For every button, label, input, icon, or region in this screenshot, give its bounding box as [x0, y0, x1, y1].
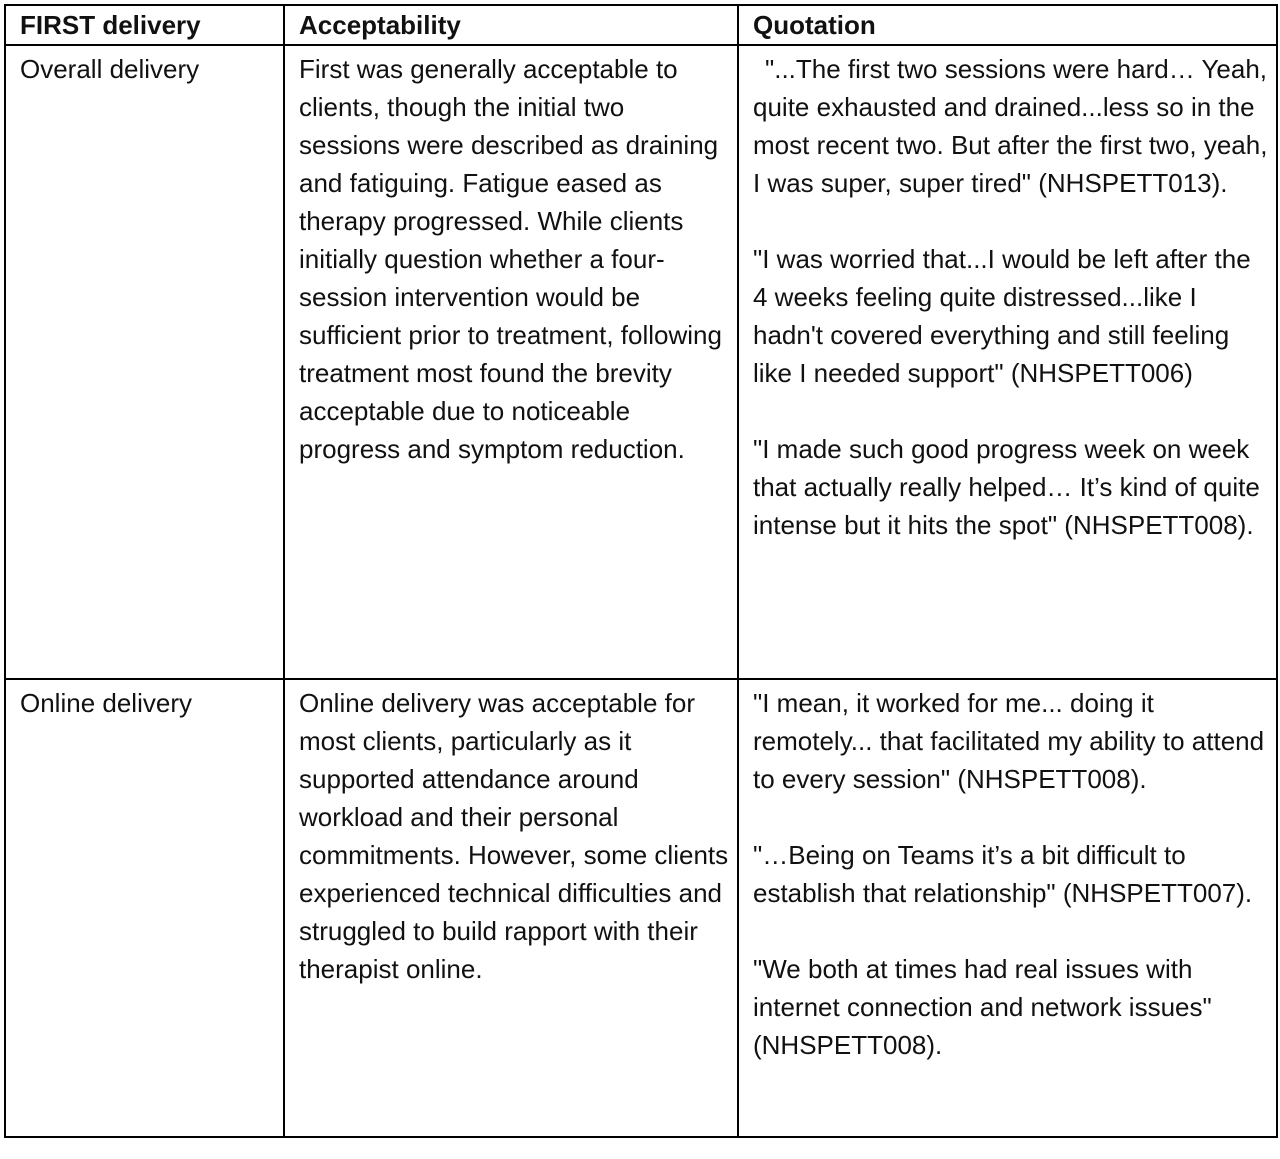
header-acceptability: Acceptability: [284, 5, 738, 45]
quotation: "I made such good progress week on week that actually really helped… It’s kind of quite intense but it hits the spot" (NHSPETT008).: [753, 434, 1260, 540]
quotation: "I mean, it worked for me... doing it remotely... that facilitated my ability to attend to every session" (NHSPETT008).: [753, 688, 1265, 794]
header-first-delivery: FIRST delivery: [5, 5, 284, 45]
row-acceptability: Online delivery was acceptable for most clients, particularly as it supported attendance around workload and their personal commitments. However, some clients experienced technical difficulties and struggled to build rapport with their therapist online.: [284, 679, 738, 1137]
row-acceptability: First was generally acceptable to clients, though the initial two sessions were described as draining and fatiguing. Fatigue eased as therapy progressed. While clients initially question whether a four-session intervention would be sufficient prior to treatment, following treatment most found the brevity acceptable due to noticeable progress and symptom reduction.: [284, 45, 738, 679]
quotation: "We both at times had real issues with internet connection and network issues" (NHSPETT008).: [753, 954, 1212, 1060]
row-category: Online delivery: [5, 679, 284, 1137]
row-quotations: [738, 679, 1277, 1137]
row-category: Overall delivery: [5, 45, 284, 679]
quotation: "...The first two sessions were hard… Yeah, quite exhausted and drained...less so in the most recent two. But after the first two, yeah, I was super, super tired" (NHSPETT013).: [753, 54, 1268, 198]
table-row: [5, 45, 1277, 679]
quotation: "…Being on Teams it’s a bit difficult to establish that relationship" (NHSPETT007).: [753, 840, 1253, 908]
delivery-acceptability-table: [4, 4, 1278, 1138]
quotation: "I was worried that...I would be left after the 4 weeks feeling quite distressed...like I hadn't covered everything and still feeling like I needed support" (NHSPETT006): [753, 244, 1251, 388]
header-row: [5, 5, 1277, 45]
header-quotation: Quotation: [738, 5, 1277, 45]
row-quotations: [738, 45, 1277, 679]
table-row: [5, 679, 1277, 1137]
